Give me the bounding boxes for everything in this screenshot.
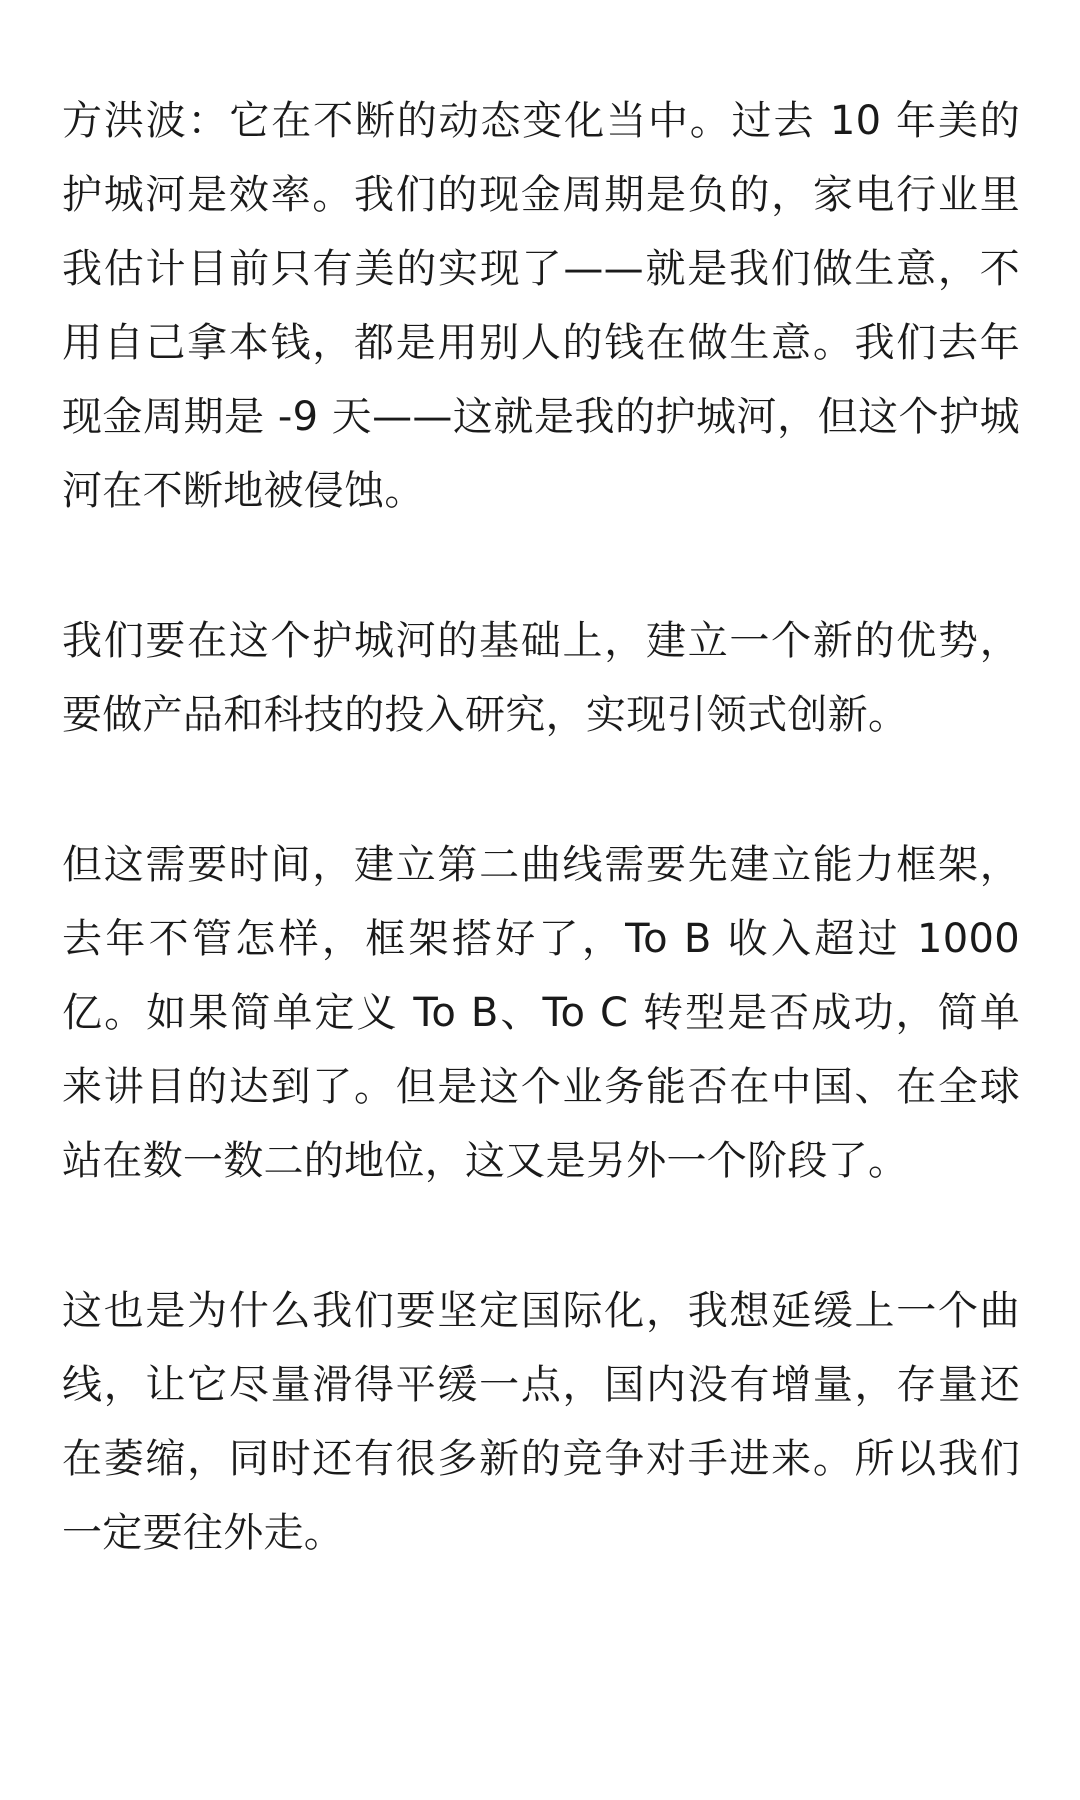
article-paragraph-1: 方洪波：它在不断的动态变化当中。过去 10 年美的护城河是效率。我们的现金周期是负的，家电行业里我估计目前只有美的实现了——就是我们做生意，不用自己拿本钱，都是用别人的钱在做生意。我们去年现金周期是 -9 天——这就是我的护城河，但这个护城河在不断地被侵蚀。 (62, 98, 1020, 514)
article-body (62, 84, 1020, 1646)
article-paragraph-4: 这也是为什么我们要坚定国际化，我想延缓上一个曲线，让它尽量滑得平缓一点，国内没有增量，存量还在萎缩，同时还有很多新的竞争对手进来。所以我们一定要往外走。 (62, 1288, 1020, 1556)
article-paragraph-2: 我们要在这个护城河的基础上，建立一个新的优势，要做产品和科技的投入研究，实现引领式创新。 (62, 618, 1020, 738)
article-paragraph-3: 但这需要时间，建立第二曲线需要先建立能力框架，去年不管怎样，框架搭好了，To B 收入超过 1000 亿。如果简单定义 To B、To C 转型是否成功，简单来讲目的达到了。但是这个业务能否在中国、在全球站在数一数二的地位，这又是另外一个阶段了。 (62, 842, 1020, 1184)
